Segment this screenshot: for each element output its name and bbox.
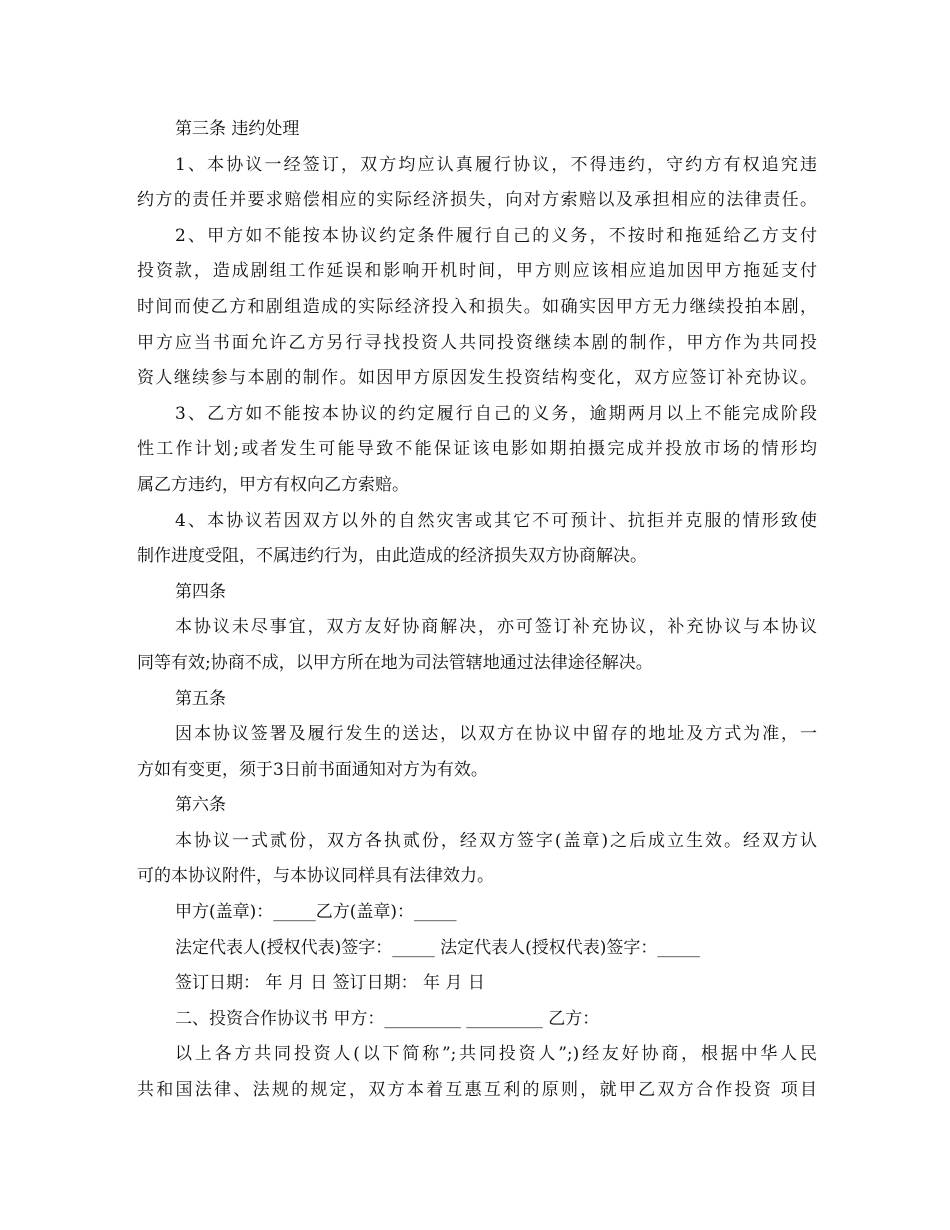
text-line: 3、乙方如不能按本协议的约定履行自己的义务，逾期两月以上不能完成阶段 bbox=[175, 403, 817, 424]
text-line: 以上各方共同投资人(以下简称”;共同投资人”;)经友好协商，根据中华人民 bbox=[175, 1044, 817, 1065]
text-line: 甲方应当书面允许乙方另行寻找投资人共同投资继续本剧的制作，甲方作为共同投 bbox=[137, 332, 817, 353]
text-line: 第六条 bbox=[175, 795, 226, 816]
text-line: 第五条 bbox=[175, 688, 226, 709]
text-line: 属乙方违约，甲方有权向乙方索赔。 bbox=[137, 474, 409, 495]
text-line: 性工作计划;或者发生可能导致不能保证该电影如期拍摄完成并投放市场的情形均 bbox=[137, 439, 817, 460]
text-line: 投资款，造成剧组工作延误和影响开机时间，甲方则应该相应追加因甲方拖延支付 bbox=[137, 261, 817, 282]
text-line: 1、本协议一经签订，双方均应认真履行协议，不得违约，守约方有权追究违 bbox=[175, 154, 817, 175]
text-line: 约方的责任并要求赔偿相应的实际经济损失，向对方索赔以及承担相应的法律责任。 bbox=[137, 190, 817, 211]
text-line: 资人继续参与本剧的制作。如因甲方原因发生投资结构变化，双方应签订补充协议。 bbox=[137, 368, 817, 389]
text-line: 第三条 违约处理 bbox=[175, 119, 300, 139]
text-line: 第四条 bbox=[175, 581, 226, 602]
text-line: 本协议未尽事宜，双方友好协商解决，亦可签订补充协议，补充协议与本协议 bbox=[175, 617, 817, 638]
text-line: 方如有变更，须于3日前书面通知对方为有效。 bbox=[137, 759, 488, 780]
text-line: 甲方(盖章)：_____乙方(盖章)：_____ bbox=[175, 902, 457, 923]
text-line: 因本协议签署及履行发生的送达，以双方在协议中留存的地址及方式为准，一 bbox=[175, 724, 817, 745]
text-line: 共和国法律、法规的规定，双方本着互惠互利的原则，就甲乙双方合作投资 项目 bbox=[137, 1080, 817, 1101]
text-line: 本协议一式贰份，双方各执贰份，经双方签字(盖章)之后成立生效。经双方认 bbox=[175, 830, 817, 851]
text-line: 制作进度受阻，不属违约行为，由此造成的经济损失双方协商解决。 bbox=[137, 546, 647, 567]
document-body bbox=[137, 112, 817, 1109]
text-line: 二、投资合作协议书 甲方：_________ _________ 乙方： bbox=[175, 1008, 600, 1029]
text-line: 2、甲方如不能按本协议约定条件履行自己的义务，不按时和拖延给乙方支付 bbox=[175, 225, 817, 246]
text-line: 签订日期： 年 月 日 签订日期： 年 月 日 bbox=[175, 973, 485, 994]
text-line: 法定代表人(授权代表)签字：_____ 法定代表人(授权代表)签字：_____ bbox=[175, 937, 700, 958]
text-line: 时间而使乙方和剧组造成的实际经济投入和损失。如确实因甲方无力继续投拍本剧， bbox=[137, 296, 817, 317]
text-line: 可的本协议附件，与本协议同样具有法律效力。 bbox=[137, 866, 494, 887]
text-line: 4、本协议若因双方以外的自然灾害或其它不可预计、抗拒并克服的情形致使 bbox=[175, 510, 817, 531]
text-line: 同等有效;协商不成，以甲方所在地为司法管辖地通过法律途径解决。 bbox=[137, 652, 653, 673]
